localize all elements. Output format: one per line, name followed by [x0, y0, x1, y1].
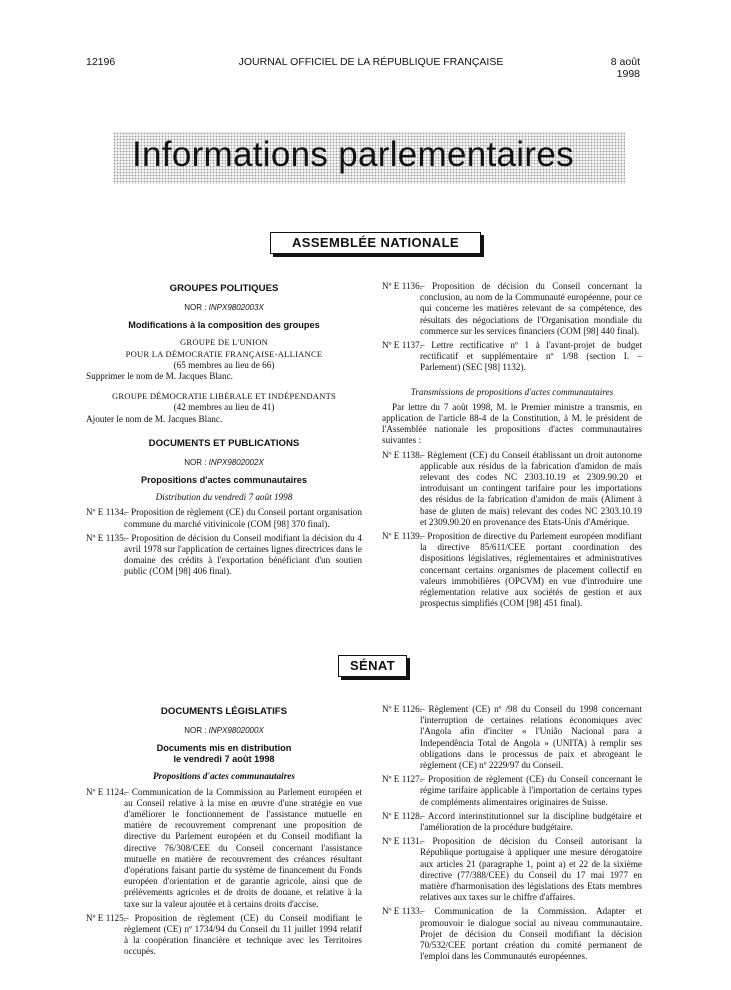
list-item: Nº E 1128. – Accord interinstitutionnel sur la discipline budgétaire et l'amélioration de la procédure budgétaire. [382, 810, 642, 833]
group-name-line2: POUR LA DÉMOCRATIE FRANÇAISE-ALLIANCE [125, 348, 323, 359]
transmissions-paragraph: Par lettre du 7 août 1998, M. le Premier ministre a transmis, en application de l'article 88-4 de la Constitution, à M. le président de l'Assemblée nationale les propositions d'actes communautaires suivantes : [382, 401, 642, 446]
distribution-heading-line2: le vendredi 7 août 1998 [173, 754, 275, 765]
list-item: Nº E 1133. – Communication de la Commission. Adapter et promouvoir le dialogue social au niveau communautaire. Projet de décision du Conseil modifiant la décision 70/532/CEE portant création du comité permanent de l'emploi dans les Communautés européennes. [382, 906, 642, 962]
propositions-heading: Propositions d'actes communautaires [140, 475, 308, 486]
issue-date: 8 août 1998 [610, 56, 640, 80]
an-left-column [86, 283, 362, 581]
list-item: Nº E 1137. – Lettre rectificative nº 1 à l'avant-projet de budget rectificatif et supplémentaire nº 1/98 (section I. – Parlement) (SEC [98] 1132). [382, 340, 642, 373]
group-name: GROUPE DE L'UNION [179, 337, 269, 348]
page-number: 12196 [86, 56, 116, 68]
an-right-column [382, 281, 642, 612]
list-item: Nº E 1131. – Proposition de décision du Conseil autorisant la République portugaise à appliquer une mesure dérogatoire aux articles 21 (paragraphe 1, point a) et 22 de la sixième directive (77/388/CEE) du Conseil du 17 mai 1977 en matière d'harmonisation des législations des Etats membres relatives aux taxes sur le chiffre d'affaires. [382, 836, 642, 903]
nor-line: NOR : INPX9802003X [184, 303, 264, 313]
senat-right-column [382, 704, 642, 965]
groupes-politiques-heading: GROUPES POLITIQUES [169, 283, 279, 294]
list-item: Nº E 1125. – Proposition de règlement (CE) du Conseil modifiant le règlement (CE) nº 1734/94 du Conseil du 11 juillet 1994 relatif à la coopération financière et technique avec les Territoires occupés. [86, 912, 362, 957]
list-item: Nº E 1136. – Proposition de décision du Conseil concernant la conclusion, au nom de la Communauté européenne, pour ce qui concerne les matières relevant de sa compétence, des résultats des négociations de l'Organisation mondiale du commerce sur les services financiers (COM [98] 440 final). [382, 281, 642, 336]
documents-legislatifs-heading: DOCUMENTS LÉGISLATIFS [160, 706, 288, 717]
list-item: Nº E 1126. – Règlement (CE) nº /98 du Conseil du 1998 concernant l'interruption de certaines relations économiques avec l'Angola afin d'inciter « l'União Nacional para a Independência Total de Angola » (UNITA) à remplir ses obligations dans le processus de paix et abrogeant le règlement (CE) nº 2229/97 du Conseil. [382, 704, 642, 771]
group-name: GROUPE DÉMOCRATIE LIBÉRALE ET INDÉPENDANTS [111, 391, 337, 402]
transmissions-heading: Transmissions de propositions d'actes communautaires [410, 386, 614, 397]
list-item: Nº E 1135. – Proposition de décision du Conseil modifiant la décision du 4 avril 1978 sur l'application de certaines lignes directrices dans le domaine des crédits à l'exportation bénéficiant d'un soutien public (COM [98] 406 final). [86, 532, 362, 577]
group-member-count: (65 membres au lieu de 66) [173, 359, 275, 370]
nor-code: INPX9802003X [208, 303, 264, 313]
distribution-heading: Documents mis en distribution [156, 743, 292, 754]
list-item: Nº E 1139. – Proposition de directive du Parlement européen modifiant la directive 85/611/CEE portant coordination des dispositions législatives, réglementaires et administratives concernant certains organismes de placement collectif en valeurs immobilières (OPCVM) en vue d'introduire une réglementation relative aux sociétés de gestion et aux prospectus simplifiés (COM [98] 451 final). [382, 531, 642, 609]
propositions-heading: Propositions d'actes communautaires [153, 771, 295, 782]
group-action: Supprimer le nom de M. Jacques Blanc. [86, 371, 233, 382]
group-member-count: (42 membres au lieu de 41) [173, 402, 275, 413]
nor-line: NOR : INPX9802002X [184, 458, 264, 468]
journal-title: JOURNAL OFFICIEL DE LA RÉPUBLIQUE FRANÇAISE [238, 56, 504, 68]
senat-left-column [86, 706, 362, 961]
nor-code: INPX9802000X [208, 726, 264, 736]
list-item: Nº E 1124. – Communication de la Commission au Parlement européen et au Conseil relative à la mise en œuvre d'une stratégie en vue d'améliorer le fonctionnement de l'assistance mutuelle en matière de recouvrement comprenant une proposition de directive du Parlement européen et du Conseil modifiant la directive 76/308/CEE du Conseil concernant l'assistance mutuelle en matière de recouvrement des créances résultant d'opérations faisant partie du système de financement du Fonds européen d'orientation et de garantie agricole, ainsi que de prélèvements agricoles et de droits de douane, et relative à la taxe sur la valeur ajoutée et à certains droits d'accise. [86, 786, 362, 909]
list-item: Nº E 1134. – Proposition de règlement (CE) du Conseil portant organisation commune du marché vitivinicole (COM [98] 370 final). [86, 507, 362, 529]
nor-line: NOR : INPX9802000X [184, 726, 264, 736]
list-item: Nº E 1138. – Règlement (CE) du Conseil établissant un droit autonome applicable aux résidus de la fabrication d'amidon de maïs relevant des codes NC 2303.10.19 et 2309.90.20 et introduisant un contingent tarifaire pour les importations des résidus de la fabrication d'amidon de maïs (Aliment à base de gluten de maïs) relevant des codes NC 2303.10.19 et 2309.90.20 en provenance des Etats-Unis d'Amérique. [382, 449, 642, 527]
documents-publications-heading: DOCUMENTS ET PUBLICATIONS [148, 437, 300, 449]
modifications-heading: Modifications à la composition des groupes [128, 320, 320, 331]
senat-title: SÉNAT [338, 655, 407, 677]
list-item: Nº E 1127. – Proposition de règlement (CE) du Conseil concernant le régime tarifaire applicable à l'importation de certains types de compléments alimentaires originaires de Suisse. [382, 774, 642, 807]
assemblee-nationale-title: ASSEMBLÉE NATIONALE [270, 232, 481, 254]
distribution-date: Distribution du vendredi 7 août 1998 [155, 492, 293, 503]
banner-title: Informations parlementaires [132, 135, 574, 174]
nor-code: INPX9802002X [208, 458, 264, 468]
group-action: Ajouter le nom de M. Jacques Blanc. [86, 413, 223, 424]
